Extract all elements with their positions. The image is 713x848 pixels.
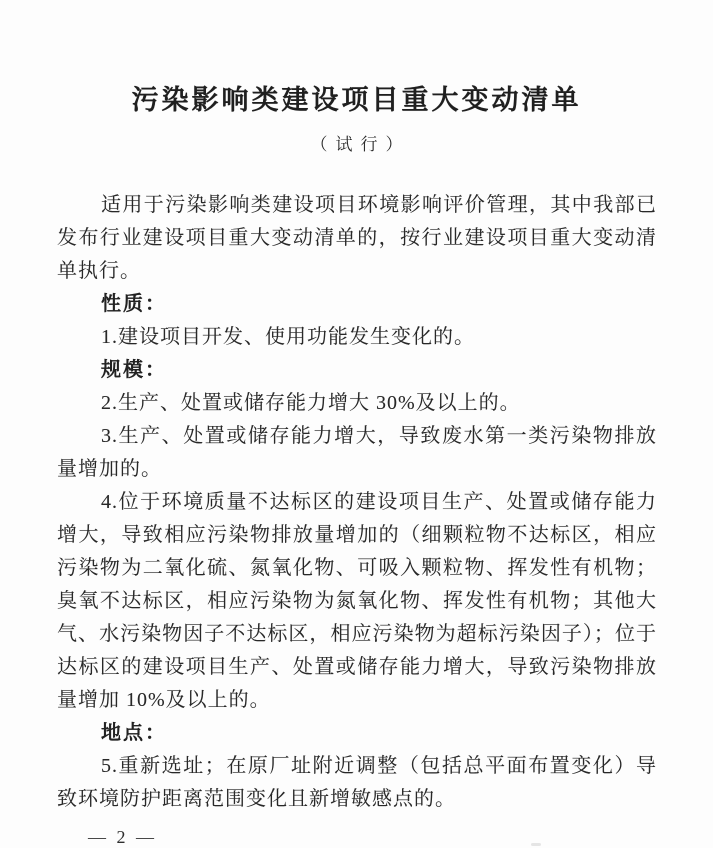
page-number: — 2 — [88,827,157,847]
scan-artifact [531,843,541,846]
document-body [57,189,657,816]
document-title: 污染影响类建设项目重大变动清单 [131,85,582,115]
intro-paragraph: 适用于污染影响类建设项目环境影响评价管理，其中我部已发布行业建设项目重大变动清单的，按行业建设项目重大变动清单执行。 [57,194,657,282]
item-5: 5.重新选址；在原厂址附近调整（包括总平面布置变化）导致环境防护距离范围变化且新增敏感点的。 [57,755,657,810]
item-3: 3.生产、处置或储存能力增大，导致废水第一类污染物排放量增加的。 [57,425,657,480]
document-subtitle: （试行） [310,135,411,154]
section-heading-location: 地点： [101,722,167,744]
item-2: 2.生产、处置或储存能力增大 30%及以上的。 [101,392,521,414]
item-4: 4.位于环境质量不达标区的建设项目生产、处置或储存能力增大，导致相应污染物排放量增加的（细颗粒物不达标区，相应污染物为二氧化硫、氮氧化物、可吸入颗粒物、挥发性有机物；臭氧不达标区，相应污染物为氮氧化物、挥发性有机物；其他大气、水污染物因子不达标区，相应污染物为超标污染因子）；位于达标区的建设项目生产、处置或储存能力增大，导致污染物排放量增加 10%及以上的。 [57,491,657,711]
section-heading-nature: 性质： [101,293,167,315]
item-1: 1.建设项目开发、使用功能发生变化的。 [101,326,475,348]
section-heading-scale: 规模： [101,359,167,381]
